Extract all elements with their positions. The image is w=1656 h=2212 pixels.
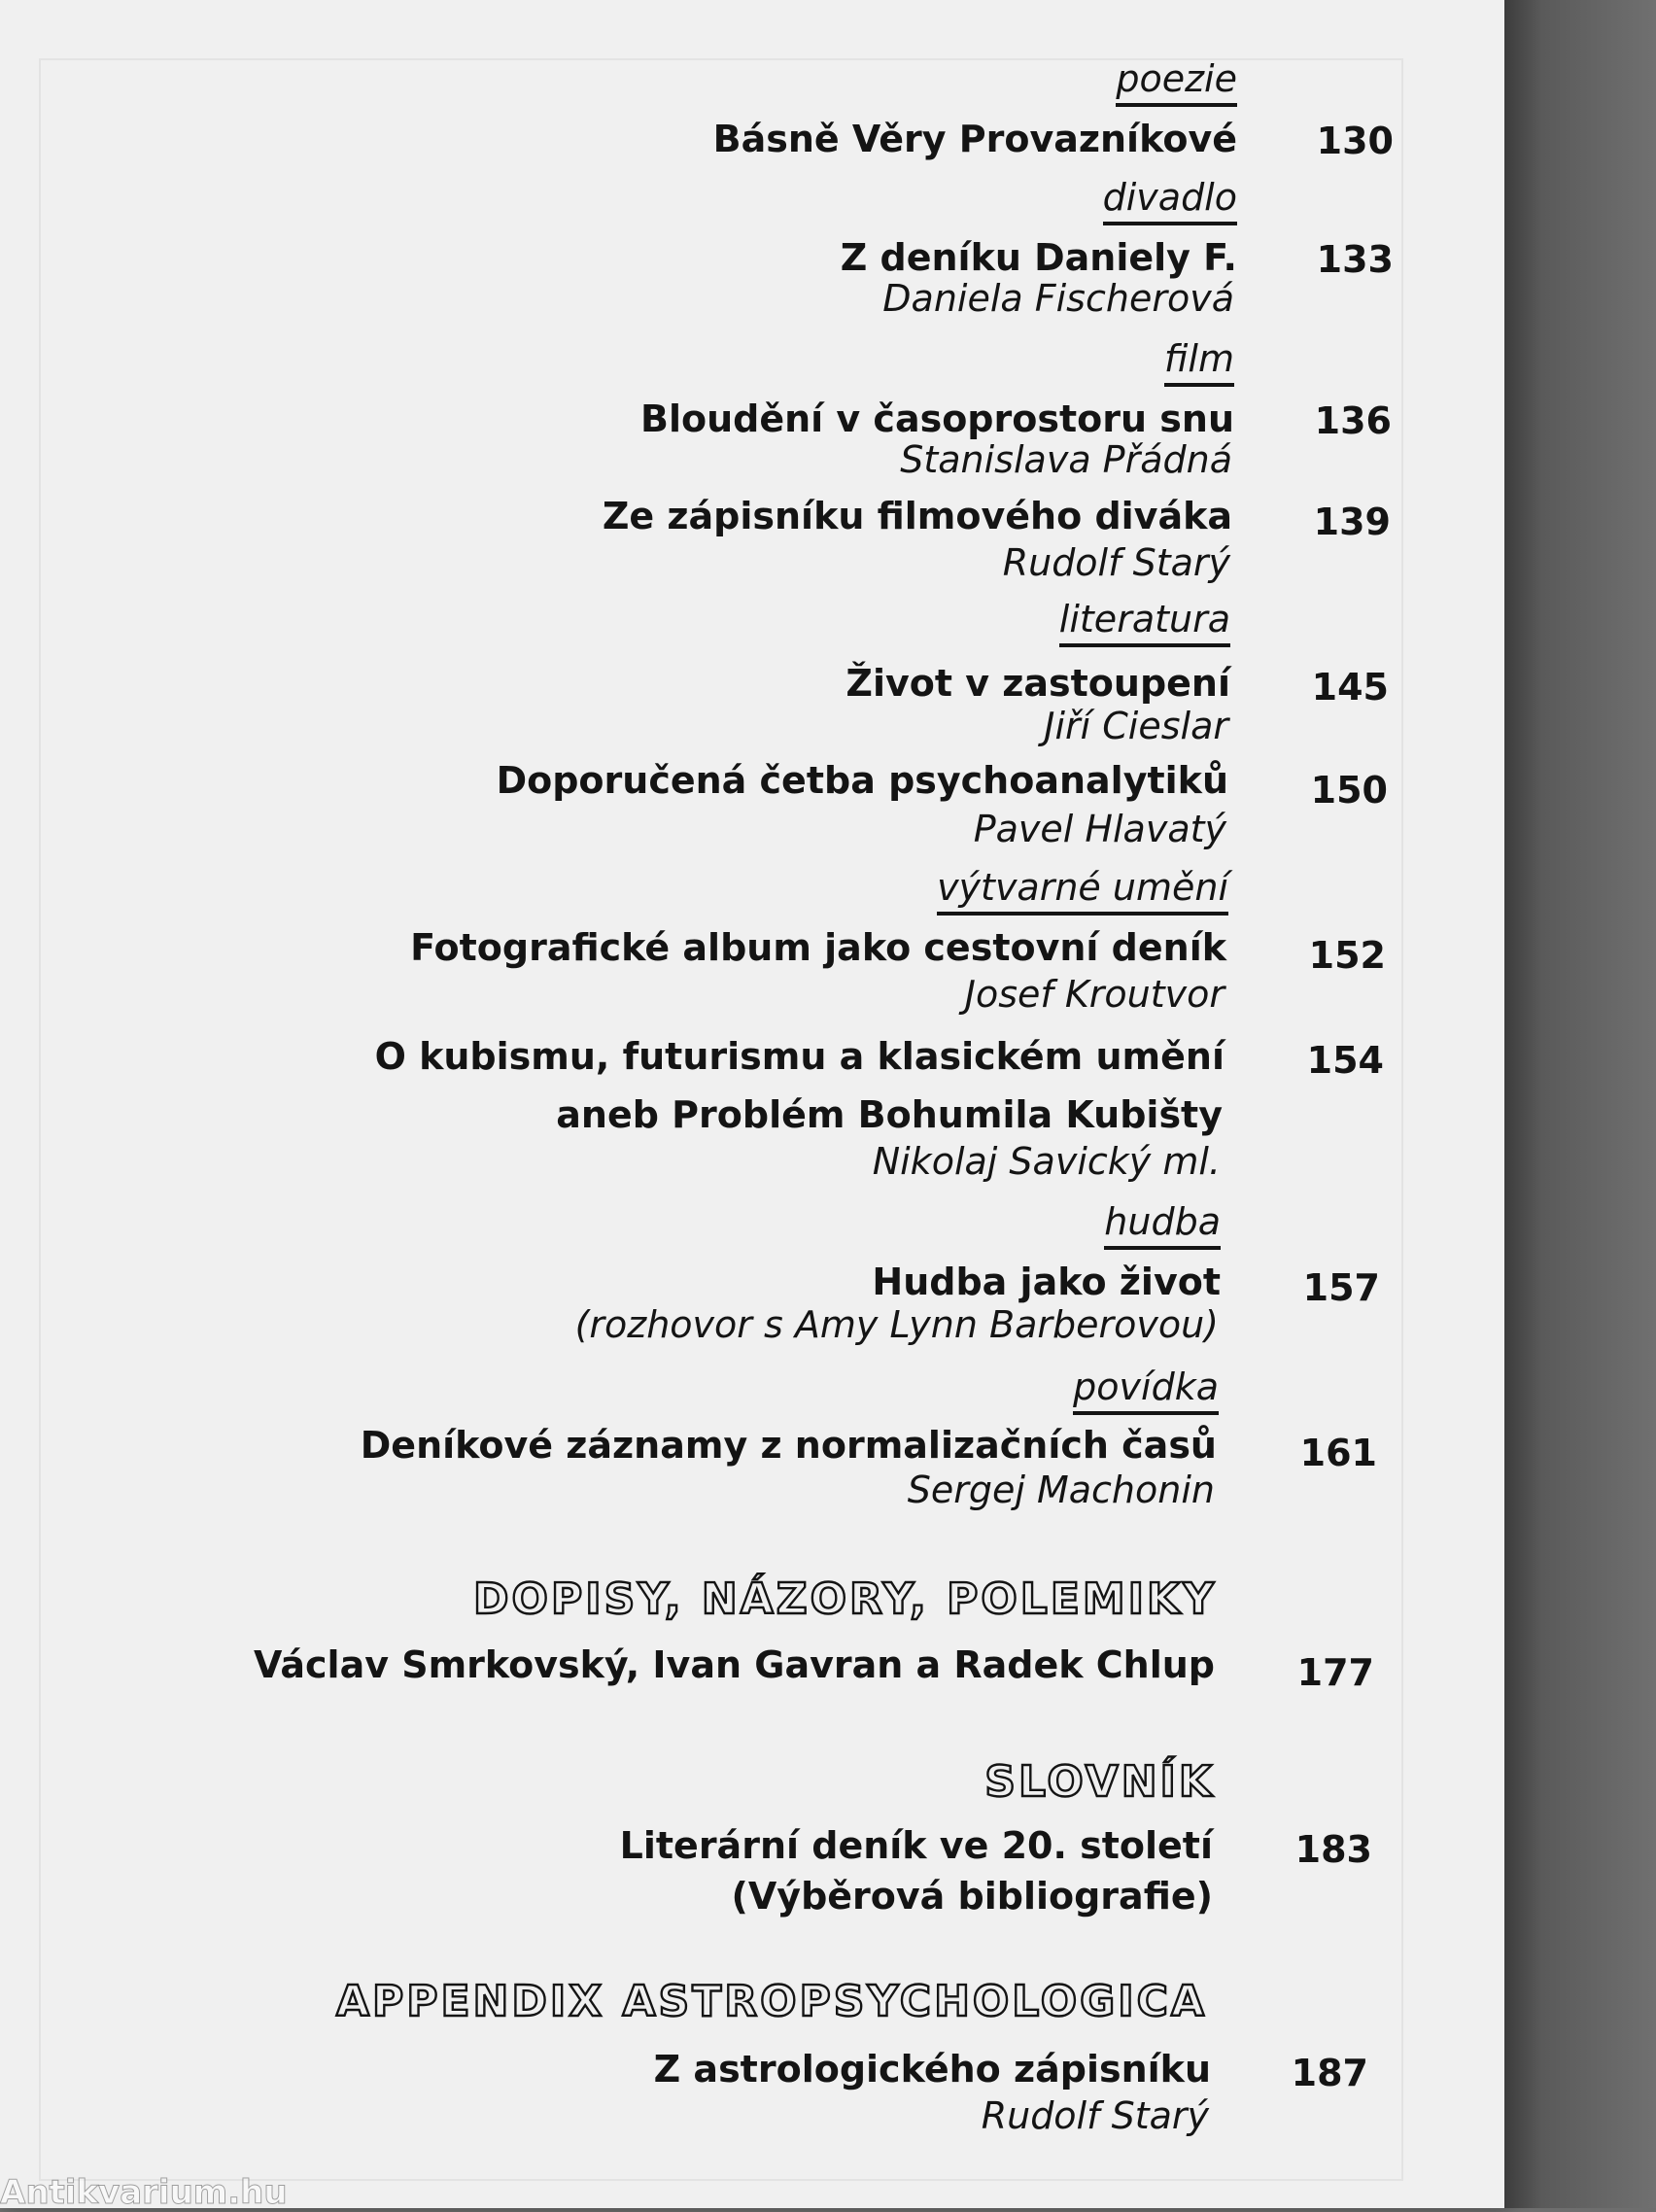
- entry-title: Doporučená četba psychoanalytiků: [496, 759, 1228, 802]
- section-entry-title: Literární deník ve 20. století: [619, 1824, 1213, 1867]
- category-label: poezie: [1116, 56, 1237, 107]
- page-number: 161: [1299, 1432, 1377, 1474]
- page-number: 130: [1316, 120, 1394, 162]
- category-label: literatura: [1059, 597, 1230, 647]
- page-number: 133: [1316, 238, 1394, 281]
- entry-title: O kubismu, futurismu a klasickém umění: [374, 1035, 1225, 1078]
- entry-title: Básně Věry Provazníkové: [712, 118, 1237, 160]
- entry-author: Jiří Cieslar: [1044, 705, 1228, 747]
- section-entry-title: Z astrologického zápisníku: [653, 2048, 1211, 2091]
- section-entry-subtitle: (Výběrová bibliografie): [731, 1875, 1213, 1918]
- entry-title: Ze zápisníku filmového diváka: [602, 495, 1232, 537]
- book-gutter: [1504, 0, 1656, 2208]
- entry-title: Bloudění v časoprostoru snu: [639, 397, 1234, 440]
- entry-title: Z deníku Daniely F.: [840, 236, 1237, 279]
- category-label: hudba: [1104, 1199, 1221, 1250]
- entry-title: Fotografické album jako cestovní deník: [410, 926, 1226, 969]
- section-heading: SLOVNÍK: [984, 1757, 1215, 1807]
- page-number: 152: [1308, 934, 1386, 977]
- entry-author: Nikolaj Savický ml.: [872, 1140, 1221, 1183]
- page-number: 157: [1302, 1266, 1380, 1309]
- page-number: 183: [1294, 1828, 1372, 1871]
- category-label: divadlo: [1103, 175, 1237, 225]
- section-entry-title: Václav Smrkovský, Ivan Gavran a Radek Chlup: [254, 1643, 1215, 1686]
- category-label: výtvarné umění: [937, 865, 1228, 916]
- entry-author: Rudolf Starý: [1002, 541, 1230, 584]
- page-number: 187: [1291, 2052, 1368, 2094]
- category-label: povídka: [1073, 1365, 1219, 1415]
- page-number: 145: [1311, 666, 1389, 709]
- entry-author: Sergej Machonin: [907, 1469, 1215, 1511]
- section-entry-author: Rudolf Starý: [981, 2094, 1209, 2137]
- entry-author: Stanislava Přádná: [900, 438, 1232, 481]
- page-number: 177: [1296, 1651, 1374, 1694]
- page-number: 136: [1314, 399, 1392, 442]
- entry-title: Hudba jako život: [872, 1261, 1221, 1303]
- entry-author: (rozhovor s Amy Lynn Barberovou): [574, 1303, 1219, 1346]
- entry-title: Deníkové záznamy z normalizačních časů: [360, 1424, 1217, 1467]
- entry-author: Daniela Fischerová: [882, 277, 1234, 320]
- entry-subtitle: aneb Problém Bohumila Kubišty: [556, 1093, 1223, 1136]
- page-number: 154: [1306, 1039, 1384, 1082]
- entry-title: Život v zastoupení: [845, 662, 1230, 705]
- watermark: Antikvarium.hu: [0, 2173, 288, 2212]
- entry-author: Josef Kroutvor: [964, 973, 1225, 1016]
- section-heading: DOPISY, NÁZORY, POLEMIKY: [473, 1574, 1217, 1624]
- category-label: film: [1164, 336, 1234, 387]
- page-number: 139: [1313, 501, 1391, 543]
- section-heading: APPENDIX ASTROPSYCHOLOGICA: [335, 1977, 1207, 2026]
- entry-author: Pavel Hlavatý: [973, 808, 1226, 850]
- page-number: 150: [1310, 769, 1388, 812]
